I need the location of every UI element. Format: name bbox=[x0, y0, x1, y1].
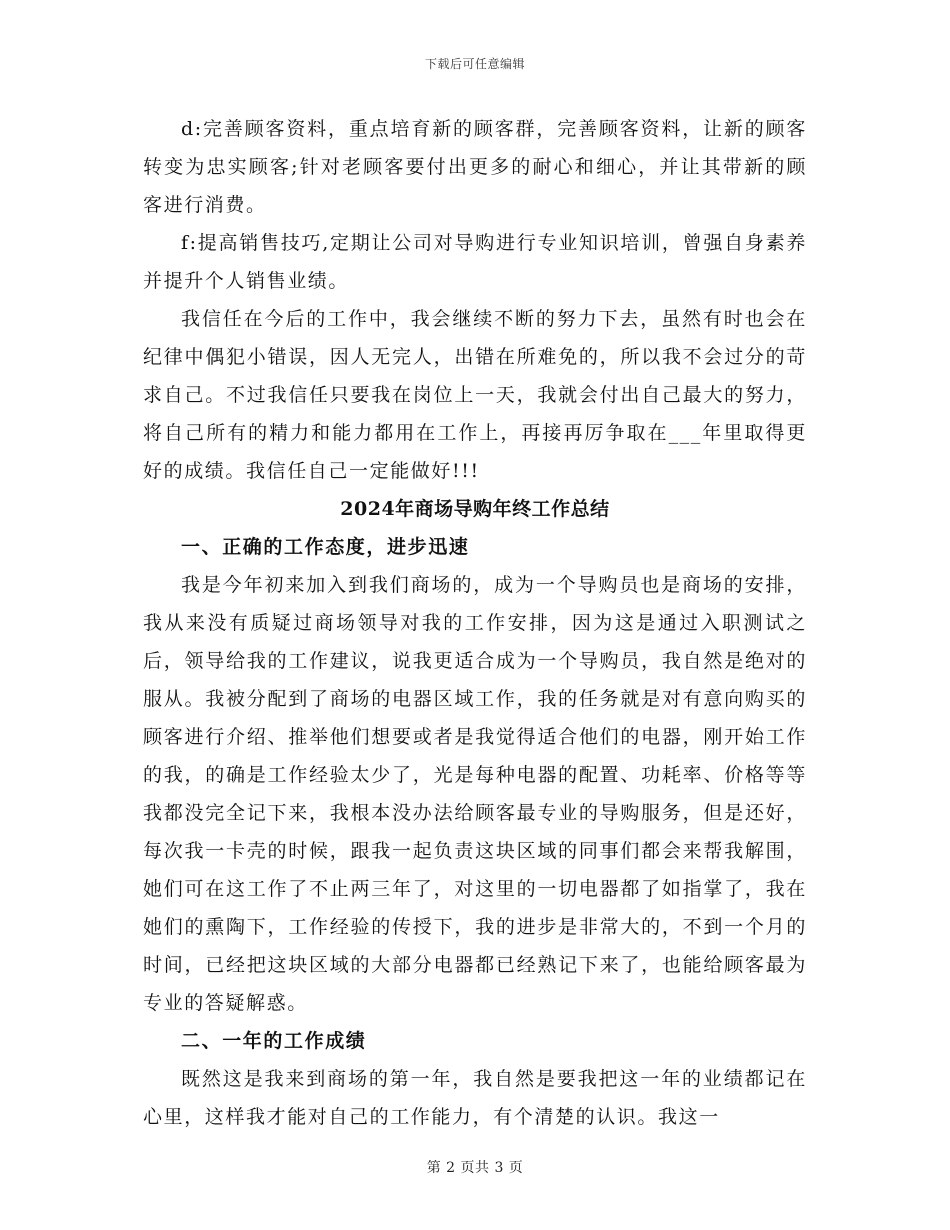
document-body bbox=[143, 110, 807, 1136]
paragraph-sales-skills: f:提高销售技巧,定期让公司对导购进行专业知识培训，曾强自身素养并提升个人销售业绩。 bbox=[143, 232, 807, 292]
section-heading-achievements: 二、一年的工作成绩 bbox=[181, 1030, 367, 1052]
section-heading-attitude: 一、正确的工作态度，进步迅速 bbox=[181, 536, 470, 558]
paragraph-customer-data: d:完善顾客资料，重点培育新的顾客群，完善顾客资料，让新的顾客转变为忠实顾客;针对老顾客要付出更多的耐心和细心，并让其带新的顾客进行消费。 bbox=[143, 118, 807, 216]
section-body-achievements: 既然这是我来到商场的第一年，我自然是要我把这一年的业绩都记在心里，这样我才能对自己的工作能力，有个清楚的认识。我这一 bbox=[143, 1068, 807, 1128]
page-header: 下载后可任意编辑 bbox=[424, 57, 525, 71]
paragraph-commitment: 我信任在今后的工作中，我会继续不断的努力下去，虽然有时也会在纪律中偶犯小错误，因人无完人，出错在所难免的，所以我不会过分的苛求自己。不过我信任只要我在岗位上一天，我就会付出自己最大的努力，将自己所有的精力和能力都用在工作上，再接再厉争取在___年里取得更好的成绩。我信任自己一定能做好!!! bbox=[143, 308, 807, 482]
section-body-attitude: 我是今年初来加入到我们商场的，成为一个导购员也是商场的安排，我从来没有质疑过商场领导对我的工作安排，因为这是通过入职测试之后，领导给我的工作建议，说我更适合成为一个导购员，我自然是绝对的服从。我被分配到了商场的电器区域工作，我的任务就是对有意向购买的顾客进行介绍、推举他们想要或者是我觉得适合他们的电器，刚开始工作的我，的确是工作经验太少了，光是每种电器的配置、功耗率、价格等等我都没完全记下来，我根本没办法给顾客最专业的导购服务，但是还好，每次我一卡壳的时候，跟我一起负责这块区域的同事们都会来帮我解围，她们可在这工作了不止两三年了，对这里的一切电器都了如指掌了，我在她们的熏陶下，工作经验的传授下，我的进步是非常大的，不到一个月的时间，已经把这块区域的大部分电器都已经熟记下来了，也能给顾客最为专业的答疑解惑。 bbox=[143, 574, 807, 1014]
page-number: 第 2 页共 3 页 bbox=[426, 1160, 524, 1176]
document-title: 2024年商场导购年终工作总结 bbox=[340, 498, 610, 520]
